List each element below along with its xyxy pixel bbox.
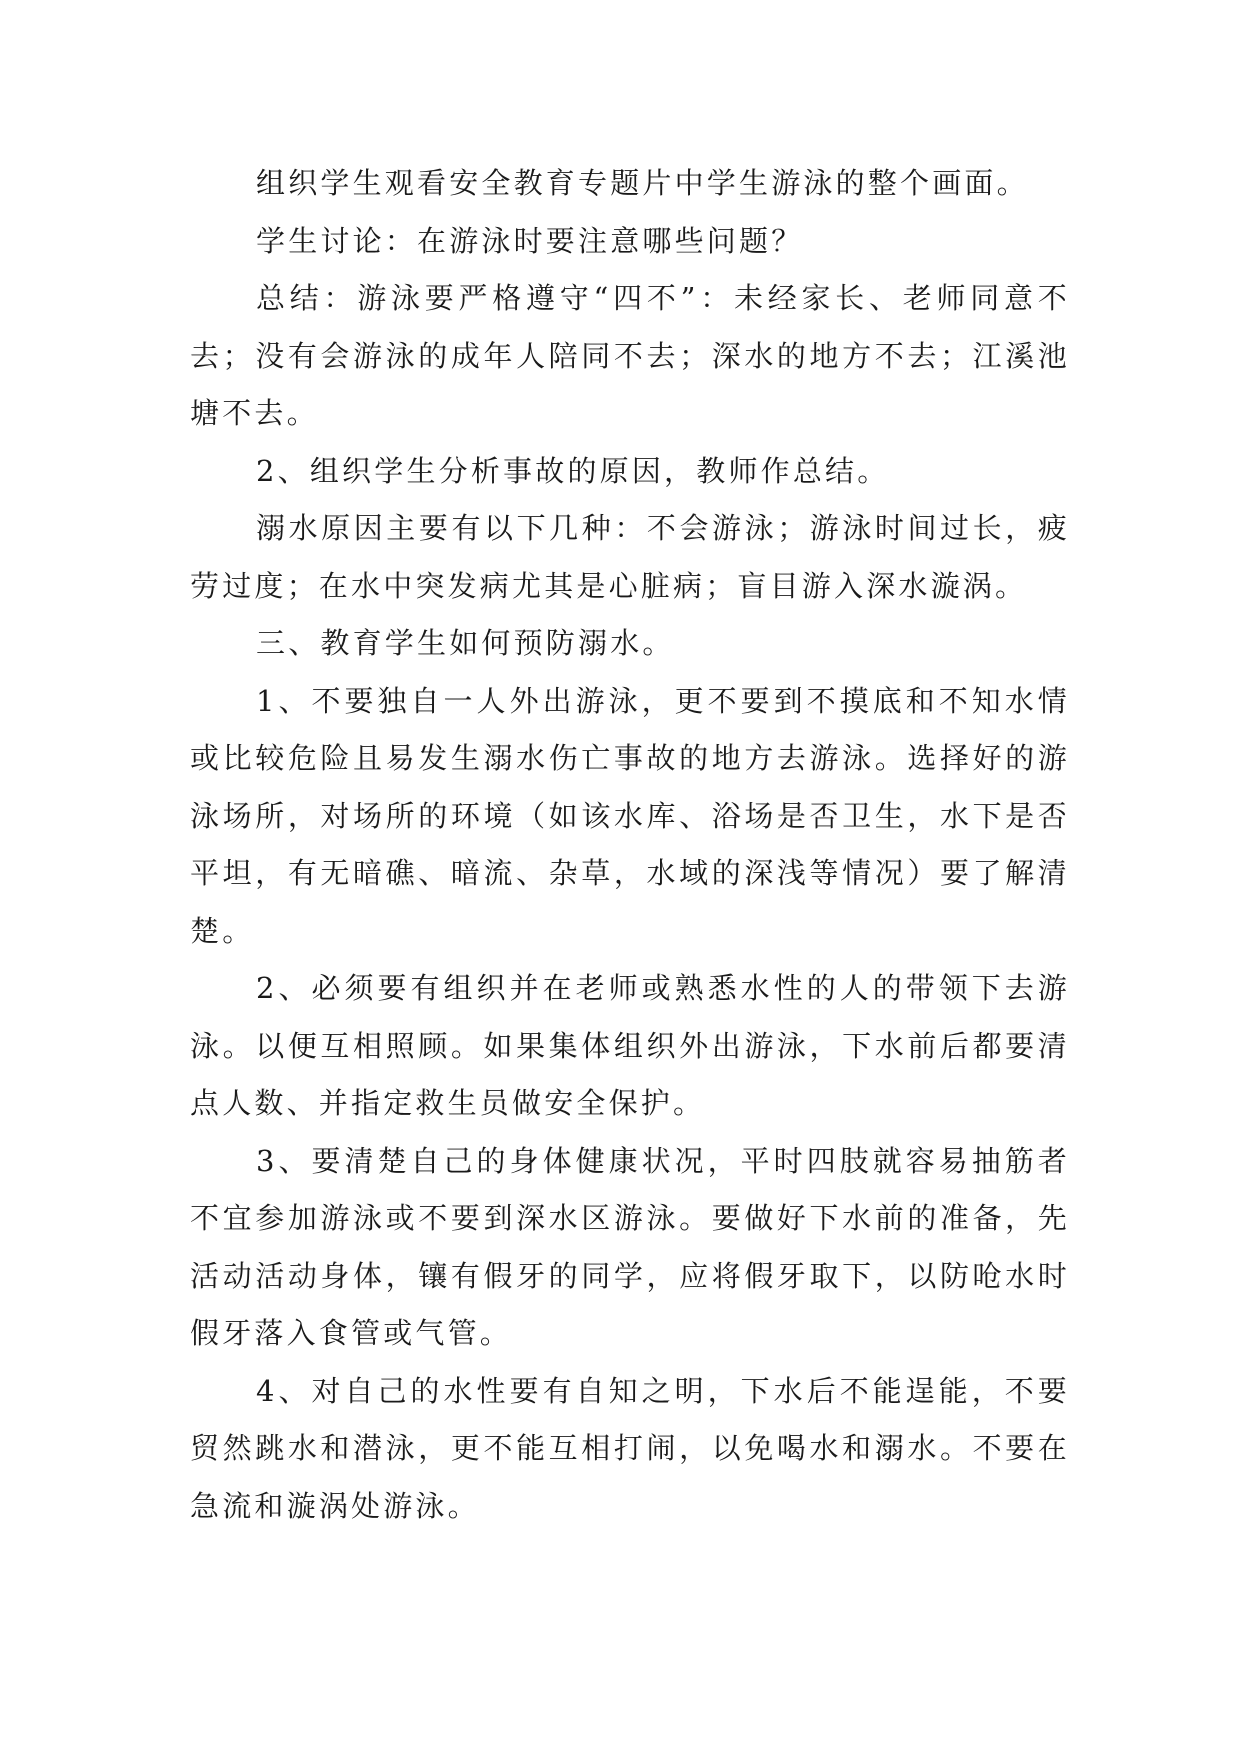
paragraph-point-1: 1、不要独自一人外出游泳，更不要到不摸底和不知水情或比较危险且易发生溺水伤亡事故的地方去游泳。选择好的游泳场所，对场所的环境（如该水库、浴场是否卫生，水下是否平坦，有无暗礁、暗流、杂草，水域的深浅等情况）要了解清楚。 (190, 683, 1070, 948)
paragraph-drowning-causes: 溺水原因主要有以下几种：不会游泳；游泳时间过长，疲劳过度；在水中突发病尤其是心脏病；盲目游入深水漩涡。 (190, 511, 1070, 603)
section-heading-prevention: 三、教育学生如何预防溺水。 (256, 626, 675, 660)
paragraph-point-2: 2、必须要有组织并在老师或熟悉水性的人的带领下去游泳。以便互相照顾。如果集体组织外出游泳，下水前后都要清点人数、并指定救生员做安全保护。 (190, 971, 1070, 1120)
paragraph-point-3: 3、要清楚自己的身体健康状况，平时四肢就容易抽筋者不宜参加游泳或不要到深水区游泳。要做好下水前的准备，先活动活动身体，镶有假牙的同学，应将假牙取下，以防呛水时假牙落入食管或气管。 (190, 1143, 1070, 1350)
paragraph-watch-video: 组织学生观看安全教育专题片中学生游泳的整个画面。 (256, 166, 1029, 200)
paragraph-student-discussion: 学生讨论：在游泳时要注意哪些问题？ (256, 223, 804, 258)
paragraph-point-4: 4、对自己的水性要有自知之明，下水后不能逞能，不要贸然跳水和潜泳，更不能互相打闹，以免喝水和溺水。不要在急流和漩涡处游泳。 (190, 1373, 1070, 1523)
document-body (190, 155, 1070, 1535)
paragraph-four-rules-summary: 总结：游泳要严格遵守“四不”：未经家长、老师同意不去；没有会游泳的成年人陪同不去；深水的地方不去；江溪池塘不去。 (190, 281, 1070, 430)
paragraph-analyze-causes: 2、组织学生分析事故的原因，教师作总结。 (256, 453, 890, 488)
